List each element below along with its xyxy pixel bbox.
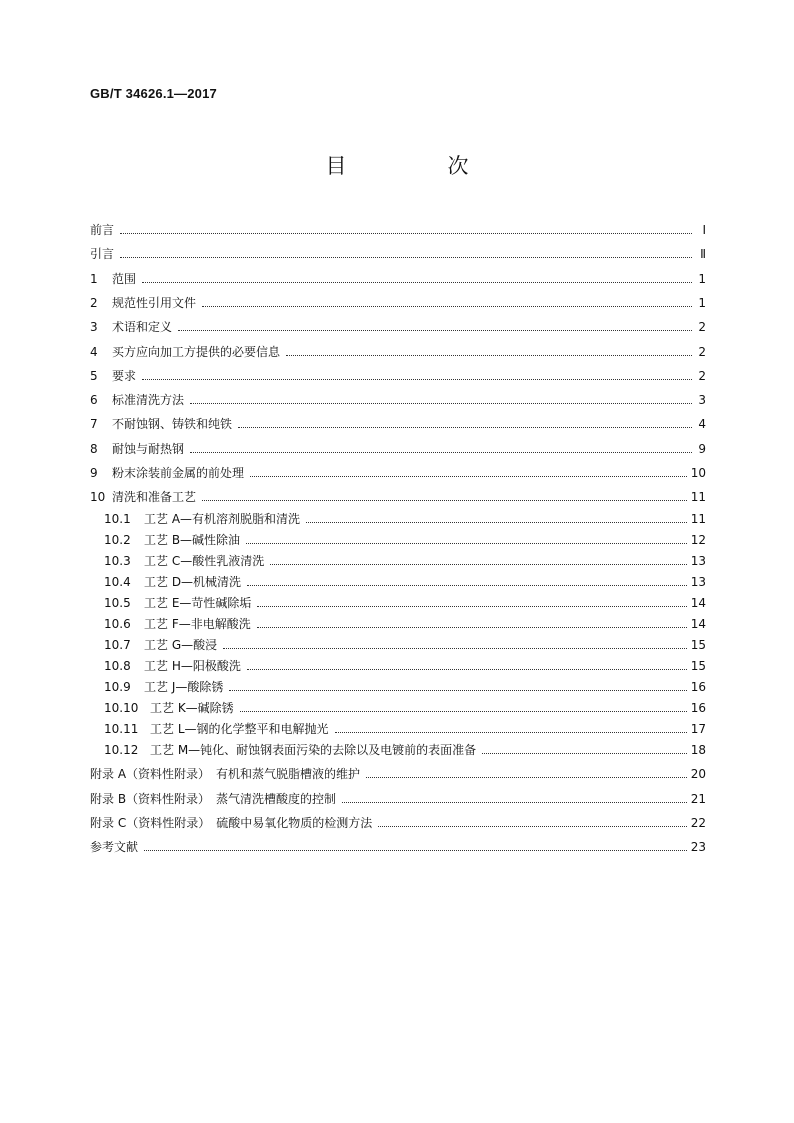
toc-entry-number: 10: [90, 490, 106, 504]
toc-dot-leader: [247, 669, 687, 670]
toc-entry-label: 附录 A（资料性附录） 有机和蒸气脱脂槽液的维护: [90, 767, 361, 781]
toc-dot-leader: [270, 564, 687, 565]
toc-entry-label: 范围: [112, 272, 137, 286]
toc-entry[interactable]: [90, 513, 706, 526]
toc-entry-page: 13: [690, 554, 706, 568]
toc-entry-page: 14: [690, 596, 706, 610]
toc-entry-number: 10.5: [104, 596, 131, 610]
toc-entry[interactable]: [90, 681, 706, 694]
toc-entry[interactable]: [90, 418, 706, 431]
toc-entry-number: 2: [90, 296, 98, 310]
toc-dot-leader: [366, 777, 687, 778]
toc-entry[interactable]: [90, 534, 706, 547]
toc-entry-page: 15: [690, 638, 706, 652]
toc-entry[interactable]: [90, 321, 706, 334]
toc-entry-label: 工艺 H—阳极酸洗: [144, 659, 241, 673]
toc-entry-label: 粉末涂装前金属的前处理: [112, 466, 245, 480]
toc-entry[interactable]: [90, 744, 706, 757]
toc-entry[interactable]: [90, 639, 706, 652]
toc-dot-leader: [120, 233, 692, 234]
toc-entry-page: Ⅰ: [702, 223, 706, 237]
toc-entry-number: 6: [90, 393, 98, 407]
toc-entry-label: 标准清洗方法: [112, 393, 185, 407]
toc-entry-page: 20: [690, 767, 706, 781]
toc-entry[interactable]: [90, 597, 706, 610]
toc-entry[interactable]: [90, 443, 706, 456]
toc-entry-page: 11: [690, 490, 706, 504]
toc-dot-leader: [238, 427, 692, 428]
toc-entry[interactable]: [90, 491, 706, 504]
toc-entry-label: 工艺 K—碱除锈: [150, 701, 234, 715]
toc-entry[interactable]: [90, 793, 706, 806]
toc-entry-number: 3: [90, 320, 98, 334]
toc-entry-page: Ⅱ: [700, 247, 706, 261]
toc-entry-number: 10.10: [104, 701, 139, 715]
toc-entry[interactable]: [90, 660, 706, 673]
toc-entry-number: 10.12: [104, 743, 139, 757]
toc-entry-page: 1: [698, 272, 706, 286]
toc-entry[interactable]: [90, 817, 706, 830]
toc-entry[interactable]: [90, 576, 706, 589]
toc-entry-number: 1: [90, 272, 98, 286]
toc-entry-number: 10.2: [104, 533, 131, 547]
toc-entry-label: 工艺 F—非电解酸洗: [144, 617, 251, 631]
toc-entry-number: 10.3: [104, 554, 131, 568]
toc-entry-number: 10.4: [104, 575, 131, 589]
toc-entry-number: 8: [90, 442, 98, 456]
toc-dot-leader: [202, 500, 687, 501]
toc-dot-leader: [306, 522, 687, 523]
toc-entry-page: 22: [690, 816, 706, 830]
toc-entry-label: 前言: [90, 223, 115, 237]
toc-entry-label: 规范性引用文件: [112, 296, 197, 310]
toc-entry-number: 10.6: [104, 617, 131, 631]
toc-entry-label: 不耐蚀钢、铸铁和纯铁: [112, 417, 233, 431]
toc-entry[interactable]: [90, 297, 706, 310]
toc-entry-label: 附录 B（资料性附录） 蒸气清洗槽酸度的控制: [90, 792, 337, 806]
toc-entry-page: 15: [690, 659, 706, 673]
toc-entry-label: 买方应向加工方提供的必要信息: [112, 345, 281, 359]
toc-entry-page: 2: [698, 369, 706, 383]
toc-entry-label: 工艺 L—钢的化学整平和电解抛光: [150, 722, 329, 736]
toc-dot-leader: [144, 850, 687, 851]
toc-entry-label: 参考文献: [90, 840, 139, 854]
toc-entry-label: 耐蚀与耐热钢: [112, 442, 185, 456]
toc-entry-page: 10: [690, 466, 706, 480]
toc-entry[interactable]: [90, 841, 706, 854]
toc-entry-label: 术语和定义: [112, 320, 173, 334]
toc-entry-label: 工艺 D—机械清洗: [144, 575, 242, 589]
toc-entry-number: 10.7: [104, 638, 131, 652]
toc-entry[interactable]: [90, 224, 706, 237]
toc-entry-number: 10.8: [104, 659, 131, 673]
toc-entry-number: 5: [90, 369, 98, 383]
toc-dot-leader: [247, 585, 687, 586]
toc-entry-label: 清洗和准备工艺: [112, 490, 197, 504]
toc-dot-leader: [190, 452, 692, 453]
toc-entry-page: 4: [698, 417, 706, 431]
toc-entry-page: 18: [690, 743, 706, 757]
toc-entry-page: 14: [690, 617, 706, 631]
toc-entry[interactable]: [90, 768, 706, 781]
toc-entry-label: 工艺 E—苛性碱除垢: [144, 596, 252, 610]
toc-dot-leader: [142, 379, 692, 380]
toc-entry-number: 4: [90, 345, 98, 359]
toc-entry[interactable]: [90, 273, 706, 286]
toc-entry-page: 9: [698, 442, 706, 456]
toc-dot-leader: [378, 826, 687, 827]
standard-code: GB/T 34626.1—2017: [90, 86, 217, 101]
toc-dot-leader: [250, 476, 687, 477]
toc-dot-leader: [229, 690, 686, 691]
toc-entry-label: 工艺 M—钝化、耐蚀钢表面污染的去除以及电镀前的表面准备: [150, 743, 477, 757]
toc-entry-label: 要求: [112, 369, 137, 383]
toc-dot-leader: [335, 732, 687, 733]
toc-entry-number: 9: [90, 466, 98, 480]
toc-entry[interactable]: [90, 394, 706, 407]
toc-dot-leader: [120, 257, 692, 258]
toc-entry-number: 10.9: [104, 680, 131, 694]
toc-entry-label: 工艺 A—有机溶剂脱脂和清洗: [144, 512, 301, 526]
toc-entry-label: 工艺 B—碱性除油: [144, 533, 241, 547]
toc-entry[interactable]: [90, 702, 706, 715]
toc-entry-page: 11: [690, 512, 706, 526]
toc-entry[interactable]: [90, 346, 706, 359]
toc-title: 目 次: [325, 154, 509, 178]
toc-entry-page: 2: [698, 320, 706, 334]
toc-entry[interactable]: [90, 618, 706, 631]
toc-entry-label: 工艺 J—酸除锈: [144, 680, 224, 694]
toc-dot-leader: [190, 403, 692, 404]
toc-entry-page: 17: [690, 722, 706, 736]
toc-entry-page: 3: [698, 393, 706, 407]
toc-entry[interactable]: [90, 467, 706, 480]
toc-dot-leader: [257, 606, 686, 607]
toc-entry-page: 12: [690, 533, 706, 547]
toc-dot-leader: [142, 282, 692, 283]
toc-dot-leader: [286, 355, 692, 356]
toc-dot-leader: [482, 753, 687, 754]
toc-dot-leader: [246, 543, 687, 544]
toc-entry-page: 21: [690, 792, 706, 806]
toc-dot-leader: [342, 802, 687, 803]
toc-entry-label: 引言: [90, 247, 115, 261]
toc-entry[interactable]: [90, 555, 706, 568]
toc-entry-label: 附录 C（资料性附录） 硫酸中易氧化物质的检测方法: [90, 816, 373, 830]
toc-entry[interactable]: [90, 723, 706, 736]
toc-dot-leader: [240, 711, 687, 712]
toc-entry-number: 10.1: [104, 512, 131, 526]
toc-entry-page: 1: [698, 296, 706, 310]
toc-entry-page: 13: [690, 575, 706, 589]
toc-dot-leader: [257, 627, 687, 628]
toc-dot-leader: [202, 306, 692, 307]
toc-dot-leader: [178, 330, 692, 331]
toc-entry-number: 10.11: [104, 722, 139, 736]
toc-entry-page: 16: [690, 680, 706, 694]
toc-entry-number: 7: [90, 417, 98, 431]
toc-entry-label: 工艺 C—酸性乳液清洗: [144, 554, 265, 568]
toc-entry-page: 23: [690, 840, 706, 854]
toc-entry[interactable]: [90, 248, 706, 261]
toc-entry[interactable]: [90, 370, 706, 383]
toc-entry-label: 工艺 G—酸浸: [144, 638, 218, 652]
toc-entry-page: 16: [690, 701, 706, 715]
toc-dot-leader: [223, 648, 687, 649]
toc-entry-page: 2: [698, 345, 706, 359]
